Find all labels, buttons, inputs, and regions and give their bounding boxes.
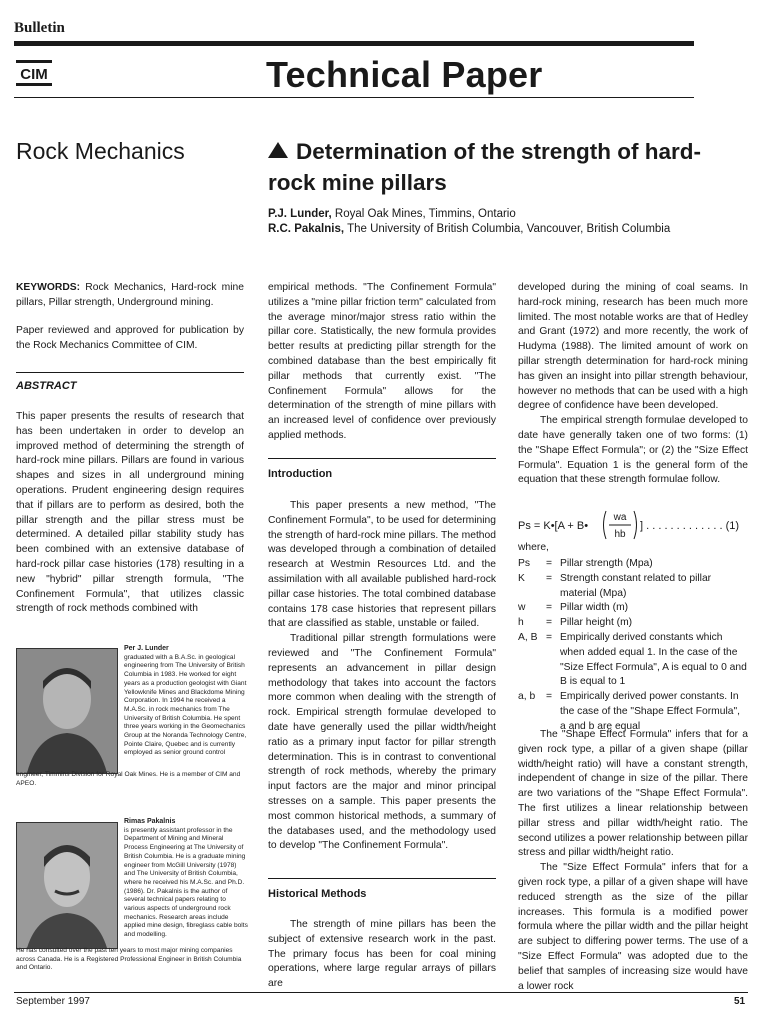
title-rule — [14, 97, 694, 98]
equals-sign: = — [546, 691, 553, 703]
right-col-bottom: The "Shape Effect Formula" infers that for a given rock type, a pillar of a given shape (pillar width/height ratio) will have a constant strength, independent of change in size of the pillar. There are two variations of the "Shape Effect Formula". The first utilizes a linear relationship between pillar stress and pillar width/height ratio. The second utilizes a power relationship between pillar stress and pillar width/height ratio. The "Size Effect Formula" infers that for a given rock type, a pillar of a given shape will have reduced strength as the size of the pillar increases. This formula is a modified power formula where the pillar width and the pillar height are subject to differing power terms. The use of a "Size Effect Formula" was adopted due to the belief that samples of increasing size would have a lower rock — [518, 729, 748, 992]
historical-heading: Historical Methods — [268, 888, 367, 900]
article-title-text: Determination of the strength of hard-rock mine pillars — [268, 139, 701, 195]
definition-text: Pillar width (m) — [560, 602, 629, 614]
equals-sign: = — [546, 572, 553, 584]
definition-row — [518, 557, 748, 572]
definition-row — [518, 631, 748, 690]
author-2: R.C. Pakalnis, The University of British Columbia, Vancouver, British Columbia — [268, 223, 671, 235]
intro-heading: Introduction — [268, 468, 333, 480]
definition-text: Strength constant related to pillar material (Mpa) — [560, 572, 712, 599]
definition-text: Pillar height (m) — [560, 617, 633, 629]
article-title — [268, 136, 738, 198]
formula-tail: ] . . . . . . . . . . . . . (1) — [640, 520, 740, 532]
formula-numerator: wa — [613, 512, 627, 523]
top-rule — [14, 41, 694, 46]
equals-sign: = — [546, 631, 553, 643]
author-photo-lunder — [16, 648, 118, 774]
definition-symbol: w — [518, 602, 526, 614]
abstract-heading: ABSTRACT — [16, 380, 77, 392]
definition-row — [518, 572, 748, 602]
definition-row — [518, 616, 748, 631]
abstract-continued: empirical methods. "The Confinement Formula" utilizes a "mine pillar friction term" calculated from the average minor/major stress ratio within the pillar core. Statistically, the new formula provides better results at predicting pillar strength for the combined database than the best empirically fit pillar methods that currently exist. "The Confinement Formula" allows for the determination of the strength of mine pillars with an increased level of confidence over previously applied methods. — [268, 282, 496, 441]
definition-text: Empirically derived constants which when added equal 1. In the case of the "Size Effect Formula", A is equal to 0 and B is equal to 1 — [560, 631, 747, 688]
abstract-text: This paper presents the results of research that has been undertaken in order to develop an improved method of determining the strength of hard-rock mine pillars. Pillars are found in various shapes and sizes in all underground mining operations. Prudent engineering design requires that if pillars are to perform as desired, both the pillar strength and the pillar stress must be determined. A detailed pillar stability study has been combined with an extensive database of hard-rock pillar case histories (178) resulting in a new "hybrid" pillar strength formula, "The Confinement Formula", that utilizes classic strength of rock methods combined with — [16, 411, 244, 615]
bio-lunder: Per J. Lunder graduated with a B.A.Sc. in geological engineering from The University of British Columbia in 1983. He worked for eight years as a production geologist with Giant Yellowknife Mines and Blackdome Mining Corporation. In 1994 he received a M.A.Sc. in rock mechanics from The University of British Columbia. He spent three years working in the Geomechanics Group at the Noranda Technology Centre, Pointe Claire, Quebec and is currently employed as senior ground control — [124, 645, 247, 757]
equation-1 — [518, 505, 748, 545]
authors — [268, 207, 670, 237]
definition-symbol: Ps — [518, 558, 531, 569]
formula-denominator: hb — [614, 529, 626, 540]
definition-text: Empirically derived power constants. In the case of the "Shape Effect Formula", a and b are equal — [560, 691, 740, 732]
abstract-rule — [16, 372, 244, 373]
bio-lunder-cont: engineer, Timmins Division for Royal Oak Mines. He is a member of CIM and APEO. — [16, 771, 241, 787]
definition-row — [518, 601, 748, 616]
svg-text:CIM: CIM — [20, 66, 48, 83]
right-col-top: developed during the mining of coal seams. In hard-rock mining, research has been much more limited. The most notable works are that of Hedley and Grant (1972) and more recently, the work of Hudyma (1988). The limited amount of work on pillar strength determination for hard-rock mining has given an insight into pillar strength behaviour, however no methods that can be used with a high degree of confidence have been developed. The empirical strength formulae developed to date have generally taken one of two forms: (1) the "Shape Effect Formula"; or (2) the "Size Effect Formula". Equation 1 is the general form of the equation that these strength formulae follow. — [518, 282, 748, 486]
hist-rule — [268, 878, 496, 879]
page-title: Technical Paper — [266, 54, 543, 95]
definition-symbol: a, b — [518, 691, 536, 703]
footer-rule — [14, 992, 748, 993]
author-photo-pakalnis — [16, 822, 118, 949]
bio-pakalnis: Rimas Pakalnis is presently assistant professor in the Department of Mining and Mineral Process Engineering at The University of British Columbia. He is a graduate mining engineer from McGill University (1978) and The University of British Columbia, where he received his M.A.Sc. and Ph.D. (1986). Dr. Pakalnis is the author of several technical papers relating to various aspects of underground rock mechanics. Research areas include applied mine design, fibreglass cable bolts and modelling. — [124, 818, 248, 939]
formula-lhs: Ps = K•[A + B• — [518, 520, 589, 532]
definition-symbol: K — [518, 572, 525, 584]
intro-body: This paper presents a new method, "The Confinement Formula", to be used for determining the strength of hard-rock mine pillars. The method was developed through a combination of detailed research at Westmin Resources Ltd. and the assimilation with all available published hard-rock pillar case histories. The total combined database contains 178 case histories that represent pillars that are classified as stable, unstable or failed. Traditional pillar strength formulations were reviewed and "The Confinement Formula" represents an advancement in pillar design methodology that takes into account the factors more common when dealing with the strength of rock. Empirical strength formulae developed to date have generally used the pillar width/height ratio as a primary input factor for pillar strength determination. This is in contrast to conventional strength of rock methods, whereby the primary input factors are the major and minor principal stresses on a sample. This paper presents the most common historical methods, a summary of the databases used, and the methodology used to develop "The Confinement Formula". — [268, 500, 497, 852]
definition-text: Pillar strength (Mpa) — [560, 558, 653, 569]
definition-symbol: h — [518, 617, 524, 629]
equals-sign: = — [546, 558, 553, 569]
historical-body: The strength of mine pillars has been the subject of extensive research work in the past. The primary focus has been for coal mining operations, where large regular arrays of pillars are — [268, 919, 496, 990]
where-label: where, — [518, 542, 549, 553]
intro-rule — [268, 458, 496, 459]
equals-sign: = — [546, 602, 553, 614]
definitions-list — [518, 557, 748, 735]
review-note: Paper reviewed and approved for publication by the Rock Mechanics Committee of CIM. — [16, 325, 244, 351]
author-1: P.J. Lunder, Royal Oak Mines, Timmins, Ontario — [268, 208, 516, 220]
footer-date: September 1997 — [16, 996, 90, 1007]
cim-logo — [16, 60, 52, 86]
triangle-icon — [268, 142, 288, 158]
equals-sign: = — [546, 617, 553, 629]
section-name: Rock Mechanics — [16, 138, 185, 164]
page-number: 51 — [734, 996, 746, 1007]
keywords: KEYWORDS: Rock Mechanics, Hard-rock mine pillars, Pillar strength, Underground mining. — [16, 282, 244, 308]
definition-symbol: A, B — [518, 631, 538, 643]
bulletin-label: Bulletin — [14, 20, 65, 36]
bio-pakalnis-cont: He has consulted over the past ten years to most major mining companies across Canada. He is a Registered Professional Engineer in British Columbia and Ontario. — [16, 947, 242, 972]
